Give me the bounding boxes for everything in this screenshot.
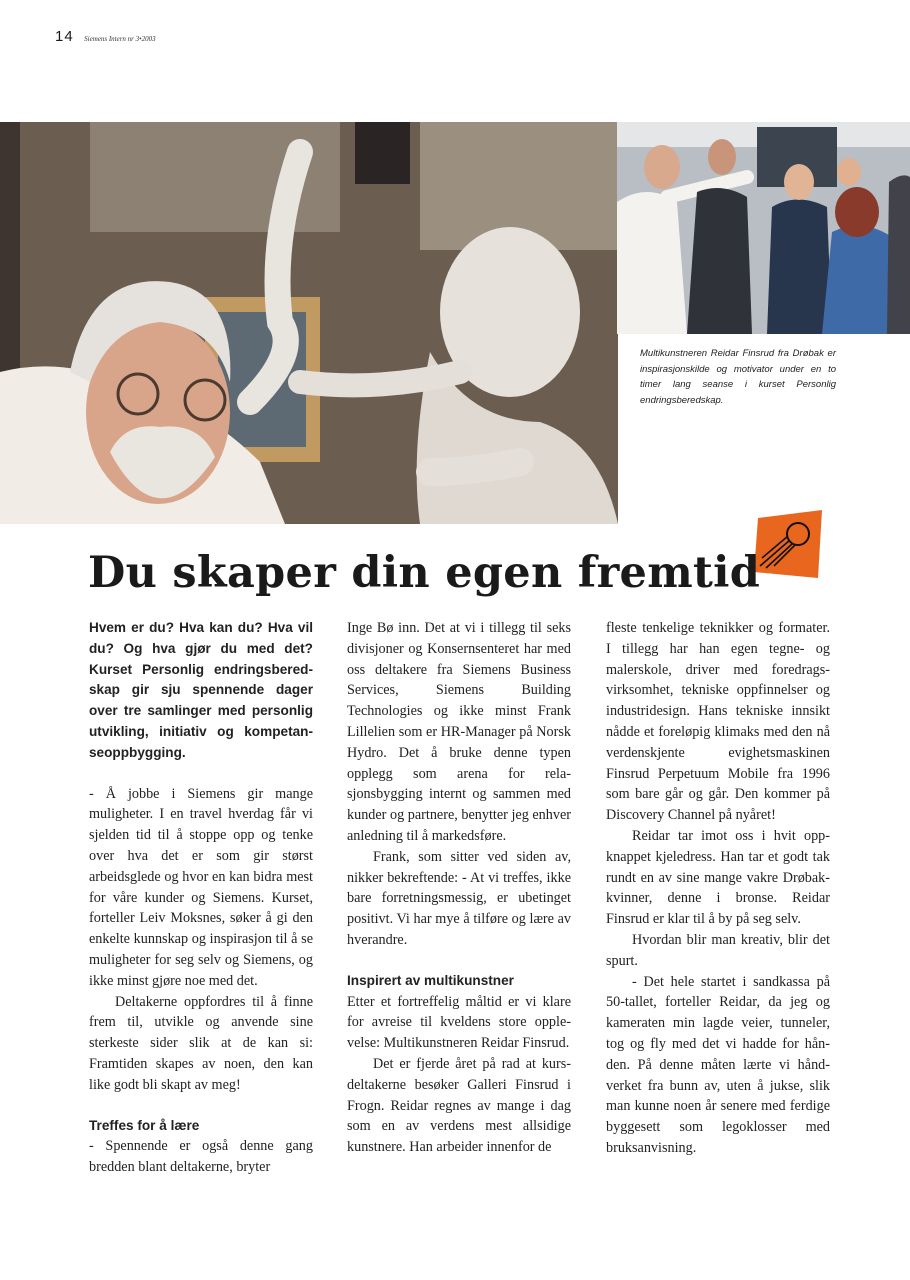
side-photo xyxy=(617,122,910,334)
article-column-1 xyxy=(89,618,313,1178)
main-photo xyxy=(0,122,618,524)
article-lead: Hvem er du? Hva kan du? Hva vil du? Og hva gjør du med det? Kurset Personlig endringsberedskap gir sju spennende dager over tre samlinger med personlig utvikling, initiativ og kompetanseoppbygging. xyxy=(89,620,313,760)
comet-logo-icon xyxy=(752,508,824,580)
paragraph: Deltakerne oppfordres til å finne frem til, utvikle og anvende sine sterkeste sider slik at de kan si: Framtiden skapes av noen, den kan like godt bli skapt av meg! xyxy=(89,993,313,1093)
article-column-3 xyxy=(606,618,830,1159)
paragraph: - Spennende er også denne gang bredden blant deltakerne, bryter xyxy=(89,1138,313,1176)
paragraph: Reidar tar imot oss i hvit oppknappet kjeledress. Han tar et godt tak rundt en av sine mange vakre Drøbak-kvinner, denne i bronse. Reidar Finsrud er klar til å by på seg selv. xyxy=(606,827,830,928)
section-subheading: Inspirert av multikunstner xyxy=(347,972,514,988)
paragraph: Frank, som sitter ved siden av, nikker bekreftende: - At vi treffes, ikke bare forretningsmessig, er ubetinget positivt. Vi har mye å tilføre og lære av hverandre. xyxy=(347,848,571,948)
page-number: 14 xyxy=(55,28,74,45)
paragraph: Etter et fortreffelig måltid er vi klare for avreise til kveldens store opplevelse: Multikunstneren Reidar Finsrud. xyxy=(347,993,571,1052)
paragraph: Inge Bø inn. Det at vi i tillegg til seks divisjoner og Konsernsenteret har med oss deltakere fra Siemens Business Services, Siemens Building Technologies og ikke minst Frank Lillelien som er HR-Manager på Norsk Hydro. Det å bruke denne typen opplegg som arena for relasjonsbygging internt og sammen med kunder og partnere, benytter jeg enhver anledning til å markedsføre. xyxy=(347,620,571,844)
photo-caption: Multikunstneren Reidar Finsrud fra Drøbak er inspirasjonskilde og motivator under en to timer lang seanse i kurset Personlig endringsberedskap. xyxy=(640,348,836,406)
main-photo-illustration xyxy=(0,122,618,524)
paragraph: - Å jobbe i Siemens gir mange muligheter. I en travel hverdag får vi sjelden tid til å stoppe opp og tenke over hva det er som gir størst arbeidsglede og hvor en kan bidra mest for våre kunder og Siemens. Kurset, forteller Leiv Moksnes, søker å gi den enkelte kunnskap og inspirasjon til å se muligheter for seg selv og Siemens, og ikke minst gjøre noe med det. xyxy=(89,785,313,989)
paragraph: fleste tenkelige teknikker og formater. I tillegg har han egen tegne- og malerskole, driver med foredragsvirksomhet, tekniske oppfinnelser og industridesign. Hans tekniske innsikt nådde et foreløpig klimaks med den nå verdenskjente evighetsmaskinen Finsrud Perpetuum Mobile fra 1996 som bare går og går. Den kommer på Discovery Channel på nyåret! xyxy=(606,620,830,824)
section-subheading: Treffes for å lære xyxy=(89,1117,200,1133)
publication-name: Siemens Intern nr 3•2003 xyxy=(84,35,156,43)
article-column-2 xyxy=(347,618,571,1158)
page-header xyxy=(55,28,156,46)
paragraph: - Det hele startet i sandkassa på 50-tallet, forteller Reidar, da jeg og kameraten min lagde veier, tunneler, tog og fly med det vi hadde for hånden. På denne måten lærte vi håndverket fra bunn av, uten å jukse, slik man kunne noen år senere med ferdige byggesett som legoklosser med bruksanvisning. xyxy=(606,973,830,1156)
paragraph: Det er fjerde året på rad at kursdeltakerne besøker Galleri Finsrud i Frogn. Reidar regnes av mange i dag som en av verdens mest allsidige kunstnere. Han arbeider innenfor de xyxy=(347,1055,571,1156)
side-photo-illustration xyxy=(617,122,910,334)
article-headline: Du skaper din egen fremtid xyxy=(88,548,761,598)
paragraph: Hvordan blir man kreativ, blir det spurt. xyxy=(606,931,830,969)
